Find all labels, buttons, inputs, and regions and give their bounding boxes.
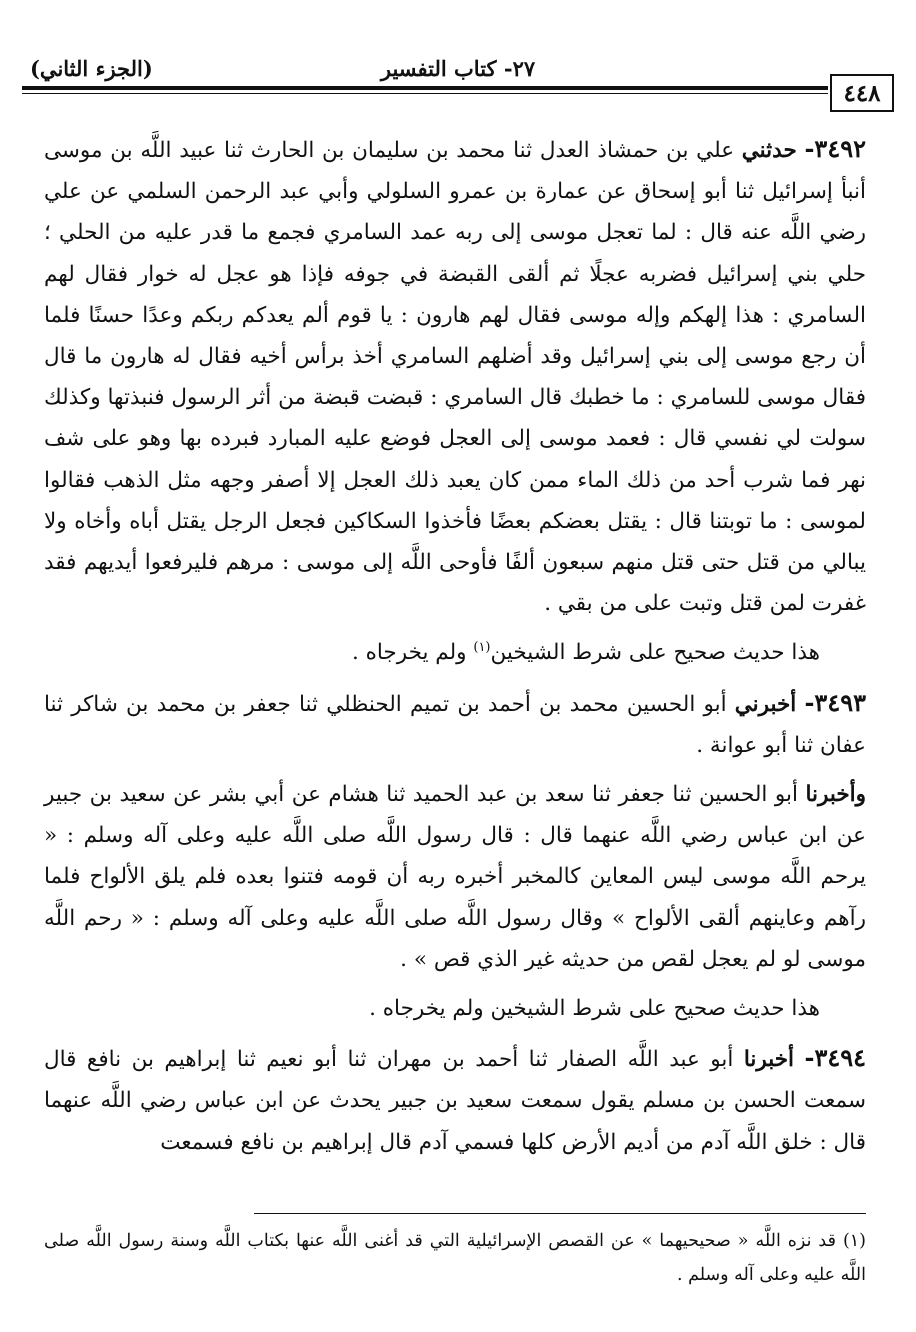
narration-keyword: أخبرنا [743, 1047, 794, 1073]
hadith-entry-3492 [44, 128, 866, 624]
hadith-text: علي بن حمشاذ العدل ثنا محمد بن سليمان بن الحارث ثنا عبيد اللَّه بن موسى أنبأ إسرائيل ثنا أبو إسحاق عن عمارة بن عمرو السلولي وأبي عبد الرحمن السلمي عن علي رضي اللَّه عنه قال : لما تعجل موسى إلى ربه عمد السامري فجمع ما قدر عليه من الحلي ؛ حلي بني إسرائيل فضربه عجلًا ثم ألقى القبضة في جوفه فإذا هو عجل له خوار فقال لهم السامري : هذا إلهكم وإله موسى فقال لهم هارون : يا قوم ألم يعدكم ربكم وعدًا حسنًا فلما أن رجع موسى إلى بني إسرائيل وقد أضلهم السامري أخذ برأس أخيه فقال له هارون ما قال فقال موسى للسامري : ما خطبك قال السامري : قبضت قبضة من أثر الرسول فنبذتها وكذلك سولت لي نفسي قال : فعمد موسى إلى العجل فوضع عليه المبارد فبرده بها وهو على شف نهر فما شرب أحد من ذلك الماء ممن كان يعبد ذلك العجل إلا أصفر وجهه مثل الذهب فقالوا لموسى : ما توبتنا قال : يقتل بعضكم بعضًا فأخذوا السكاكين فجعل الرجل يقتل أباه وأخاه ولا يبالي من قتل حتى قتل منهم سبعون ألفًا فأوحى اللَّه إلى موسى : مرهم فليرفعوا أيديهم فقد غفرت لمن قتل وتبت على من بقي . [44, 138, 866, 617]
page-header [22, 50, 894, 107]
header-rule-thin [22, 93, 828, 94]
hadith-text: أبو الحسين ثنا جعفر ثنا سعد بن عبد الحميد ثنا هشام عن أبي بشر عن سعيد بن جبير عن ابن عباس رضي اللَّه عنهما قال : قال رسول اللَّه صلى اللَّه عليه وعلى آله وسلم : « يرحم اللَّه موسى ليس المعاين كالمخبر أخبره ربه أن قومه فتنوا بعده فلم يلق الألواح فلما رآهم وعاينهم ألقى الألواح » وقال رسول اللَّه صلى اللَّه عليه وعلى آله وسلم : « رحم اللَّه موسى لو لم يعجل لقص من حديثه غير الذي قص » . [44, 782, 866, 972]
hadith-entry-3494 [44, 1037, 866, 1163]
verdict-3493 [44, 988, 866, 1029]
hadith-number: ٣٤٩٢- [804, 134, 866, 163]
book-title: ٢٧- كتاب التفسير [380, 56, 536, 81]
hadith-text: أبو الحسين محمد بن أحمد بن تميم الحنظلي ثنا جعفر بن محمد بن شاكر ثنا عفان ثنا أبو عوانة . [44, 691, 866, 758]
header-rule-thick [22, 86, 828, 90]
hadith-entry-3493-second-chain [44, 774, 866, 980]
narration-keyword: حدثني [741, 138, 797, 163]
footnote-marker: (١) [842, 1231, 866, 1251]
page-number: ٤٤٨ [830, 74, 894, 112]
hadith-number: ٣٤٩٣- [804, 687, 866, 717]
verdict-text: هذا حديث صحيح على شرط الشيخين ولم يخرجاه . [369, 996, 820, 1022]
footnote-rule [254, 1213, 866, 1214]
hadith-entry-3493 [44, 682, 866, 766]
hadith-number: ٣٤٩٤- [804, 1043, 866, 1073]
narration-keyword: وأخبرنا [805, 782, 866, 808]
verdict-text-end: ولم يخرجاه . [351, 640, 474, 666]
page-body [44, 128, 866, 1171]
narration-keyword: أخبرني [734, 691, 797, 717]
footnote-ref[interactable]: (١) [473, 640, 491, 656]
footnote [44, 1224, 866, 1292]
verdict-text: هذا حديث صحيح على شرط الشيخين [490, 640, 820, 666]
verdict-3492 [44, 632, 866, 673]
footnote-text: قد نزه اللَّه « صحيحيهما » عن القصص الإسرائيلية التي قد أغنى اللَّه عنها بكتاب اللَّه وسنة رسول اللَّه صلى اللَّه عليه وعلى آله وسلم . [44, 1231, 866, 1285]
hadith-text: أبو عبد اللَّه الصفار ثنا أحمد بن مهران ثنا أبو نعيم ثنا إبراهيم بن نافع قال سمعت الحسن بن مسلم يقول سمعت سعيد بن جبير يحدث عن ابن عباس رضي اللَّه عنهما قال : خلق اللَّه آدم من أديم الأرض كلها فسمي آدم قال إبراهيم بن نافع فسمعت [44, 1047, 866, 1155]
volume-label: (الجزء الثاني) [30, 56, 153, 81]
